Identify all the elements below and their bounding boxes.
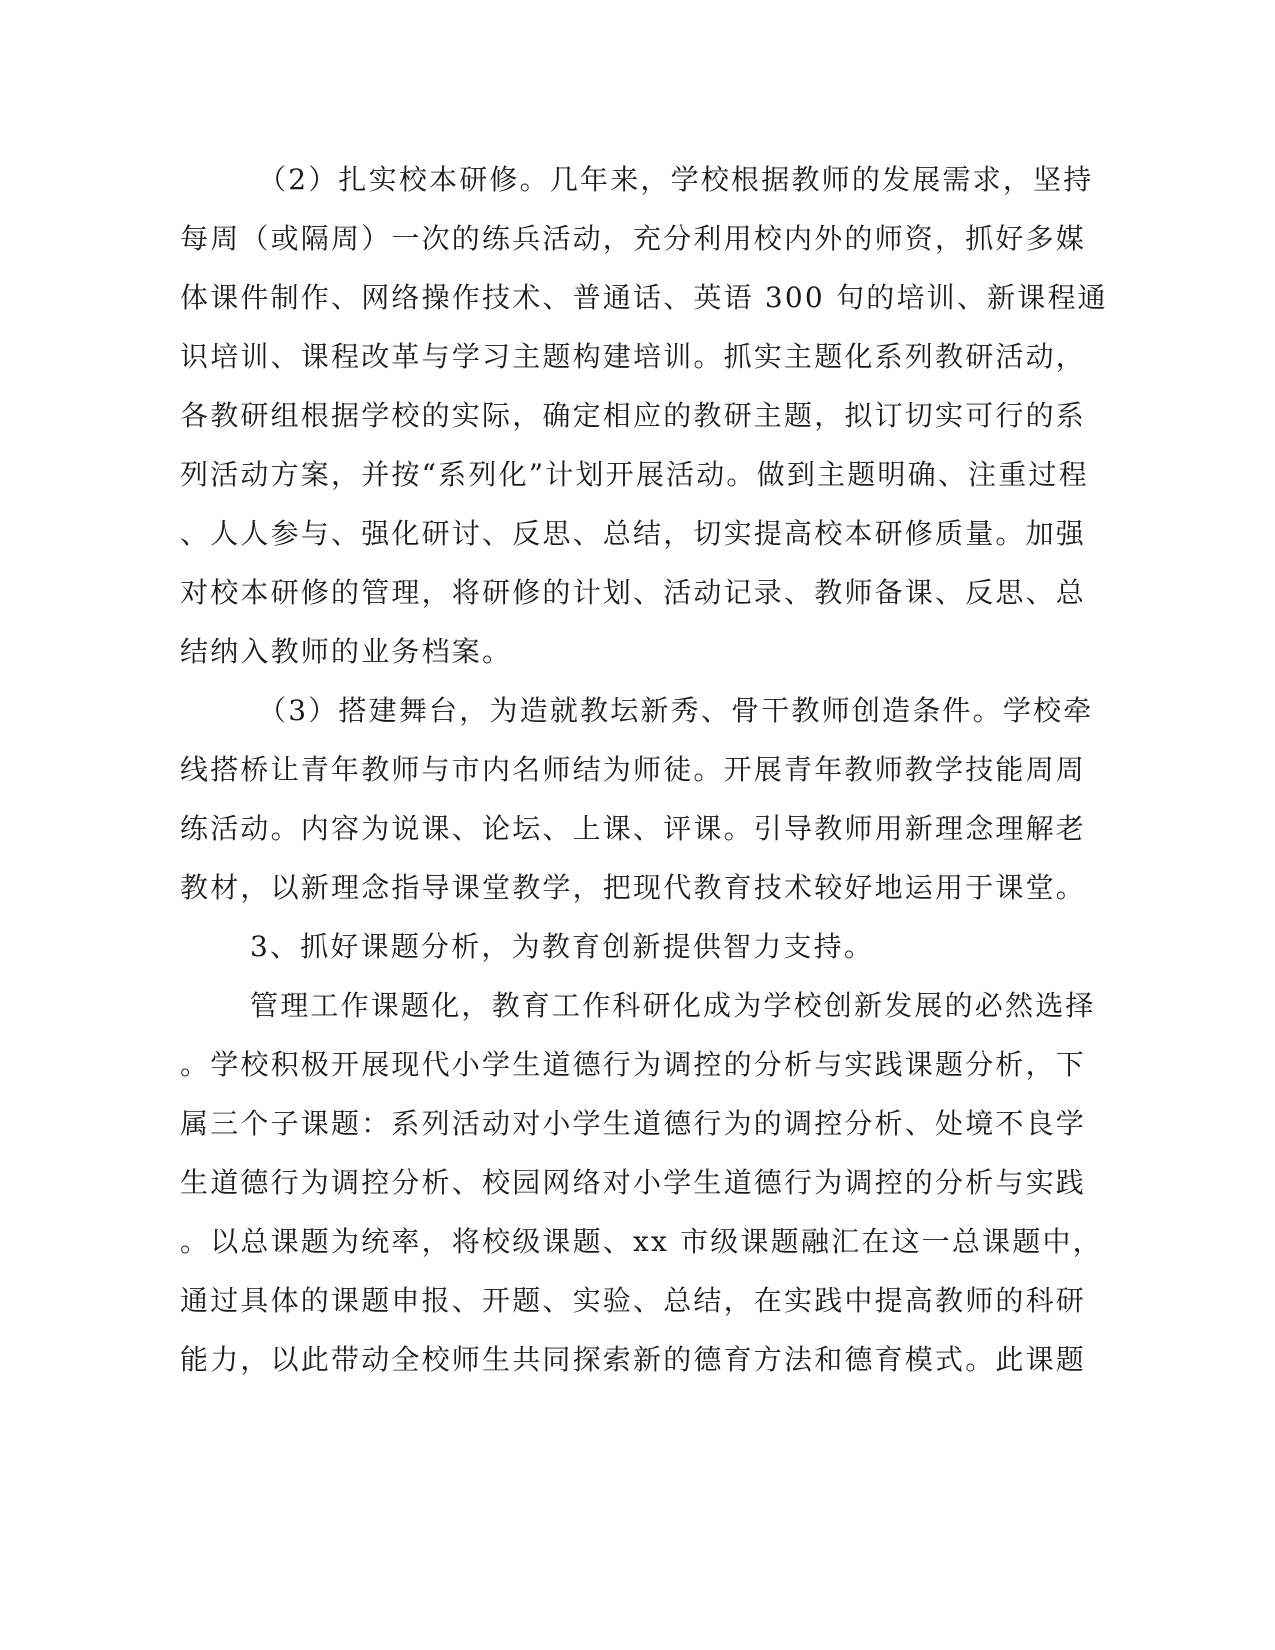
text-line: 生道德行为调控分析、校园网络对小学生道德行为调控的分析与实践: [180, 1166, 1087, 1199]
text-line: （2）扎实校本研修。几年来，学校根据教师的发展需求，坚持: [258, 163, 1094, 196]
text-line: 对校本研修的管理，将研修的计划、活动记录、教师备课、反思、总: [180, 576, 1087, 609]
text-line: 管理工作课题化，教育工作科研化成为学校创新发展的必然选择: [250, 989, 1096, 1022]
text-line: 。学校积极开展现代小学生道德行为调控的分析与实践课题分析，下: [180, 1048, 1087, 1081]
text-line: 。以总课题为统率，将校级课题、xx 市级课题融汇在这一总课题中，: [180, 1225, 1103, 1258]
text-line: 各教研组根据学校的实际，确定相应的教研主题，拟订切实可行的系: [180, 399, 1087, 432]
text-line: 通过具体的课题申报、开题、实验、总结，在实践中提高教师的科研: [180, 1284, 1087, 1317]
text-line: 、人人参与、强化研讨、反思、总结，切实提高校本研修质量。加强: [180, 517, 1087, 550]
text-line: 结纳入教师的业务档案。: [180, 635, 513, 668]
text-line: 每周（或隔周）一次的练兵活动，充分利用校内外的师资，抓好多媒: [180, 222, 1087, 255]
text-line: 列活动方案，并按“系列化”计划开展活动。做到主题明确、注重过程: [180, 458, 1089, 491]
text-line: （3）搭建舞台，为造就教坛新秀、骨干教师创造条件。学校牵: [258, 694, 1094, 727]
text-line: 教材，以新理念指导课堂教学，把现代教育技术较好地运用于课堂。: [180, 871, 1087, 904]
text-line: 练活动。内容为说课、论坛、上课、评课。引导教师用新理念理解老: [180, 812, 1087, 845]
text-line: 线搭桥让青年教师与市内名师结为师徒。开展青年教师教学技能周周: [180, 753, 1087, 786]
text-line: 能力，以此带动全校师生共同探索新的德育方法和德育模式。此课题: [180, 1343, 1087, 1376]
text-line: 体课件制作、网络操作技术、普通话、英语 300 句的培训、新课程通: [180, 281, 1108, 314]
text-line: 属三个子课题：系列活动对小学生道德行为的调控分析、处境不良学: [180, 1107, 1087, 1140]
text-line: 识培训、课程改革与学习主题构建培训。抓实主题化系列教研活动，: [180, 340, 1087, 373]
section-heading: 3、抓好课题分析，为教育创新提供智力支持。: [250, 930, 875, 963]
